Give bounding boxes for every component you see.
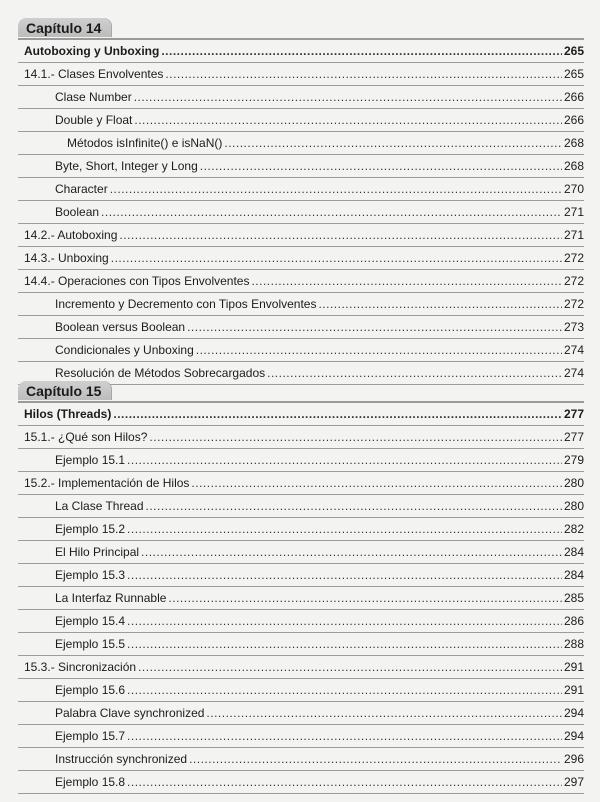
- toc-entry: [18, 63, 584, 86]
- toc-dot-leader: [127, 518, 562, 540]
- toc-entry: [18, 132, 584, 155]
- toc-entry-title: Resolución de Métodos Sobrecargados: [55, 366, 266, 380]
- toc-entry-title: Ejemplo 15.2: [55, 522, 126, 536]
- toc-entry-page-number: 282: [563, 522, 584, 536]
- toc-entry: [18, 472, 584, 495]
- toc-dot-leader: [224, 132, 562, 154]
- toc-entry-page-number: 272: [563, 297, 584, 311]
- toc-entry-title: El Hilo Principal: [55, 545, 140, 559]
- toc-entry-title: Ejemplo 15.8: [55, 775, 126, 789]
- toc-entry: [18, 86, 584, 109]
- toc-entry-title: Clase Number: [55, 90, 132, 104]
- toc-entry-title: 14.1.- Clases Envolventes: [24, 67, 164, 81]
- chapter-15-heading: Capítulo 15: [18, 381, 111, 400]
- toc-entry: [18, 748, 584, 771]
- toc-entry: [18, 633, 584, 656]
- toc-entry-page-number: 284: [563, 545, 584, 559]
- toc-entry-title: Character: [55, 182, 108, 196]
- toc-dot-leader: [165, 63, 562, 85]
- toc-entry-title: Ejemplo 15.7: [55, 729, 126, 743]
- chapter-title-entry: [18, 403, 584, 426]
- toc-dot-leader: [187, 316, 562, 338]
- toc-dot-leader: [191, 472, 562, 494]
- toc-dot-leader: [200, 155, 562, 177]
- toc-dot-leader: [113, 403, 562, 425]
- toc-entry: [18, 316, 584, 339]
- toc-entry-page-number: 268: [563, 136, 584, 150]
- toc-entry: [18, 426, 584, 449]
- toc-entry-title: Métodos isInfinite() e isNaN(): [67, 136, 223, 150]
- toc-entry-title: 14.2.- Autoboxing: [24, 228, 118, 242]
- toc-entry-title: Ejemplo 15.5: [55, 637, 126, 651]
- toc-entry-page-number: 265: [563, 67, 584, 81]
- toc-dot-leader: [138, 656, 562, 678]
- toc-entry-title: Instrucción synchronized: [55, 752, 188, 766]
- toc-dot-leader: [149, 426, 562, 448]
- toc-entry-page-number: 277: [563, 407, 584, 421]
- toc-entry-page-number: 274: [563, 366, 584, 380]
- toc-dot-leader: [111, 247, 562, 269]
- toc-entry-page-number: 280: [563, 499, 584, 513]
- toc-dot-leader: [119, 224, 562, 246]
- toc-entry-title: 15.2.- Implementación de Hilos: [24, 476, 190, 490]
- toc-entry-title: Hilos (Threads): [24, 407, 112, 421]
- toc-dot-leader: [196, 339, 562, 361]
- toc-entry-page-number: 291: [563, 683, 584, 697]
- toc-entry-page-number: 274: [563, 343, 584, 357]
- toc-entry-page-number: 266: [563, 113, 584, 127]
- toc-entry-title: Byte, Short, Integer y Long: [55, 159, 198, 173]
- toc-dot-leader: [127, 771, 562, 793]
- toc-entry-title: La Interfaz Runnable: [55, 591, 167, 605]
- toc-entry: [18, 702, 584, 725]
- toc-entry-page-number: 271: [563, 205, 584, 219]
- toc-entry-page-number: 270: [563, 182, 584, 196]
- toc-dot-leader: [134, 86, 562, 108]
- toc-entry-page-number: 286: [563, 614, 584, 628]
- toc-entry-page-number: 266: [563, 90, 584, 104]
- chapter-title-entry: [18, 40, 584, 63]
- toc-dot-leader: [127, 633, 562, 655]
- toc-entry-title: Ejemplo 15.6: [55, 683, 126, 697]
- toc-dot-leader: [168, 587, 562, 609]
- toc-entry-page-number: 280: [563, 476, 584, 490]
- toc-entry: [18, 224, 584, 247]
- toc-entry-page-number: 294: [563, 706, 584, 720]
- toc-entry: [18, 155, 584, 178]
- toc-entry-title: Ejemplo 15.1: [55, 453, 126, 467]
- toc-dot-leader: [146, 495, 562, 517]
- toc-entry-page-number: 273: [563, 320, 584, 334]
- toc-entry-title: Incremento y Decremento con Tipos Envolventes: [55, 297, 317, 311]
- toc-entry-title: 14.3.- Unboxing: [24, 251, 109, 265]
- toc-entry: [18, 449, 584, 472]
- toc-entry-title: Double y Float: [55, 113, 133, 127]
- toc-entry-page-number: 272: [563, 274, 584, 288]
- toc-entry-page-number: 294: [563, 729, 584, 743]
- toc-entry: [18, 201, 584, 224]
- toc-entry: [18, 518, 584, 541]
- chapter-14-section: [18, 18, 584, 385]
- toc-dot-leader: [127, 725, 562, 747]
- toc-dot-leader: [127, 564, 562, 586]
- toc-entry-page-number: 296: [563, 752, 584, 766]
- toc-entry: [18, 270, 584, 293]
- toc-entry-title: Ejemplo 15.4: [55, 614, 126, 628]
- chapter-14-entries: [18, 40, 584, 385]
- toc-dot-leader: [127, 610, 562, 632]
- toc-entry-title: 14.4.- Operaciones con Tipos Envolventes: [24, 274, 250, 288]
- toc-dot-leader: [141, 541, 562, 563]
- toc-entry-page-number: 291: [563, 660, 584, 674]
- toc-entry-page-number: 285: [563, 591, 584, 605]
- toc-entry-title: Boolean versus Boolean: [55, 320, 186, 334]
- toc-entry-title: Boolean: [55, 205, 100, 219]
- toc-entry: [18, 564, 584, 587]
- toc-entry-title: Ejemplo 15.3: [55, 568, 126, 582]
- toc-entry: [18, 495, 584, 518]
- toc-dot-leader: [206, 702, 562, 724]
- toc-dot-leader: [161, 40, 562, 62]
- chapter-15-entries: [18, 403, 584, 794]
- toc-dot-leader: [251, 270, 562, 292]
- toc-entry-page-number: 297: [563, 775, 584, 789]
- toc-entry: [18, 339, 584, 362]
- toc-entry: [18, 587, 584, 610]
- toc-entry-page-number: 271: [563, 228, 584, 242]
- toc-entry-title: Palabra Clave synchronized: [55, 706, 205, 720]
- toc-dot-leader: [189, 748, 562, 770]
- toc-dot-leader: [318, 293, 562, 315]
- toc-dot-leader: [127, 449, 562, 471]
- toc-entry: [18, 610, 584, 633]
- toc-entry-title: Autoboxing y Unboxing: [24, 44, 160, 58]
- toc-entry-page-number: 279: [563, 453, 584, 467]
- toc-entry-page-number: 272: [563, 251, 584, 265]
- toc-entry-page-number: 277: [563, 430, 584, 444]
- toc-entry: [18, 771, 584, 794]
- toc-entry: [18, 679, 584, 702]
- toc-entry: [18, 293, 584, 316]
- toc-entry: [18, 109, 584, 132]
- toc-entry-title: 15.3.- Sincronización: [24, 660, 137, 674]
- toc-entry-page-number: 268: [563, 159, 584, 173]
- toc-entry-title: 15.1.- ¿Qué son Hilos?: [24, 430, 148, 444]
- toc-entry: [18, 178, 584, 201]
- toc-dot-leader: [127, 679, 562, 701]
- toc-entry-title: La Clase Thread: [55, 499, 144, 513]
- toc-entry: [18, 541, 584, 564]
- chapter-14-heading: Capítulo 14: [18, 18, 111, 37]
- toc-dot-leader: [134, 109, 562, 131]
- toc-entry-page-number: 288: [563, 637, 584, 651]
- toc-dot-leader: [101, 201, 562, 223]
- toc-entry: [18, 656, 584, 679]
- toc-entry-title: Condicionales y Unboxing: [55, 343, 194, 357]
- toc-entry-page-number: 265: [563, 44, 584, 58]
- toc-entry: [18, 725, 584, 748]
- toc-dot-leader: [110, 178, 562, 200]
- toc-entry: [18, 247, 584, 270]
- toc-entry-page-number: 284: [563, 568, 584, 582]
- chapter-15-section: [18, 381, 584, 794]
